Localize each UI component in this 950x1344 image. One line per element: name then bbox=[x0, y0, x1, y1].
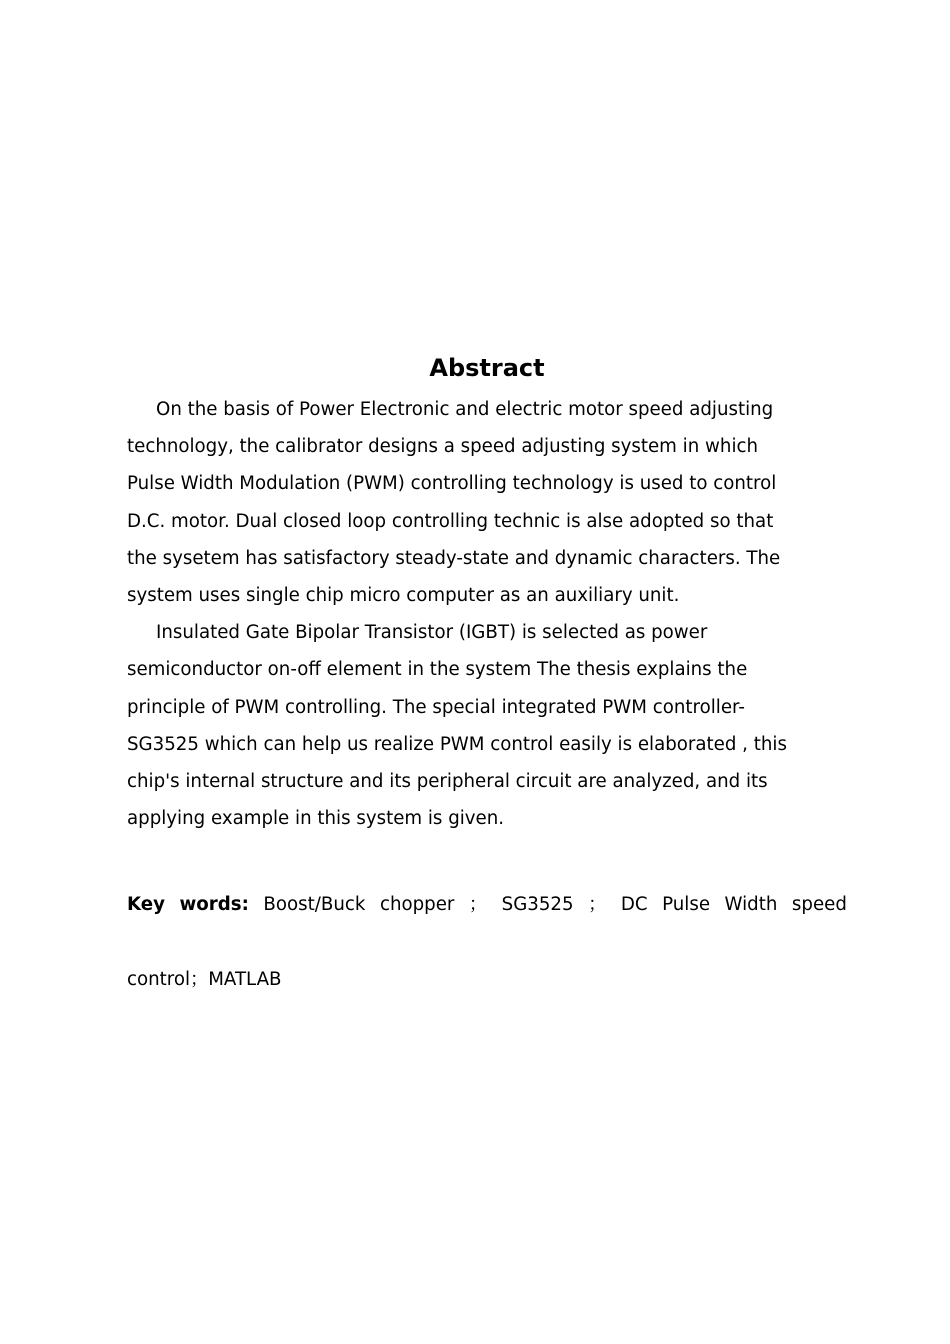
keywords-label-key: Key bbox=[127, 894, 165, 915]
paragraph-1-line: technology, the calibrator designs a speed adjusting system in which bbox=[127, 436, 759, 458]
keyword-item: Width bbox=[724, 894, 778, 915]
keywords-label-words: words: bbox=[179, 894, 249, 915]
keyword-item: DC bbox=[620, 894, 648, 915]
keyword-separator: ； bbox=[468, 894, 488, 915]
paragraph-1-line: the sysetem has satisfactory steady-state and dynamic characters. The bbox=[127, 547, 781, 569]
paragraph-1-line: Pulse Width Modulation (PWM) controlling technology is used to control bbox=[127, 473, 777, 495]
keywords-row-2: control；MATLAB bbox=[127, 969, 282, 990]
keyword-item: chopper bbox=[379, 894, 455, 915]
paragraph-2-line: applying example in this system is given. bbox=[127, 808, 505, 830]
keyword-item: SG3525 bbox=[501, 894, 574, 915]
keyword-separator: ； bbox=[588, 894, 607, 915]
paragraph-1-line: system uses single chip micro computer as an auxiliary unit. bbox=[127, 584, 680, 606]
abstract-body bbox=[127, 391, 847, 837]
keyword-item: Boost/Buck bbox=[263, 894, 366, 915]
paragraph-2-line: SG3525 which can help us realize PWM control easily is elaborated , this bbox=[127, 733, 787, 755]
keyword-item: speed bbox=[791, 894, 847, 915]
paragraph-2-line: Insulated Gate Bipolar Transistor (IGBT) is selected as power bbox=[156, 622, 708, 644]
paragraph-1-line: D.C. motor. Dual closed loop controlling technic is alse adopted so that bbox=[127, 510, 774, 532]
paragraph-2-line: chip's internal structure and its peripheral circuit are analyzed, and its bbox=[127, 770, 768, 792]
keywords-section bbox=[127, 886, 847, 998]
keyword-item: Pulse bbox=[662, 894, 711, 915]
paragraph-2-line: semiconductor on-off element in the system The thesis explains the bbox=[127, 659, 748, 681]
keywords-row-1 bbox=[127, 886, 847, 923]
paragraph-1-line: On the basis of Power Electronic and electric motor speed adjusting bbox=[156, 399, 774, 420]
paragraph-2-line: principle of PWM controlling. The special integrated PWM controller- bbox=[127, 696, 745, 718]
abstract-title: Abstract bbox=[429, 354, 545, 382]
